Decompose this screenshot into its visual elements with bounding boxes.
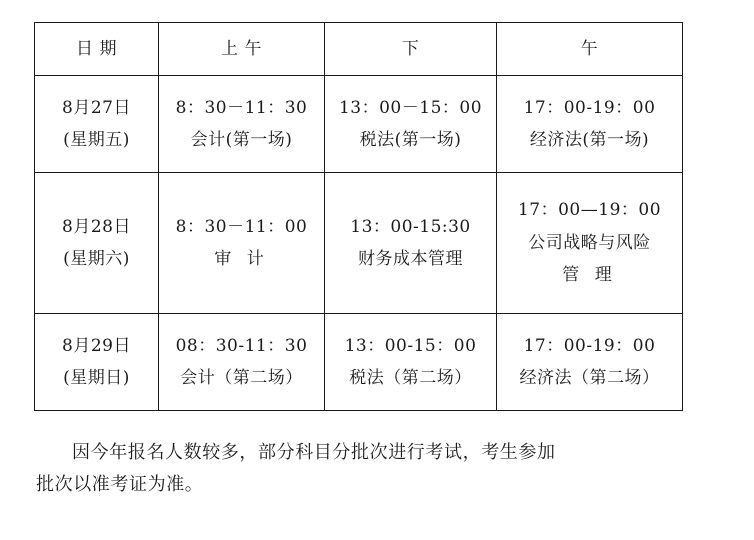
header-afternoon-1: 下 [325,23,497,76]
exam-schedule-table [34,22,683,411]
cell-morning [159,76,325,173]
cell-afternoon-1 [325,76,497,173]
morning-time: 8：30－11：00 [175,216,308,237]
afternoon2-time: 17：00—19：00 [517,200,662,221]
date-weekday: (星期六) [63,249,130,269]
afternoon2-time: 17：00-19：00 [523,335,656,356]
date-day: 8月28日 [62,216,131,237]
cell-afternoon-2 [497,314,683,411]
table-row [35,314,683,411]
cell-afternoon-2 [497,173,683,314]
afternoon1-time: 13：00－15：00 [338,97,483,118]
date-day: 8月29日 [62,335,131,356]
header-morning: 上 午 [159,23,325,76]
afternoon2-time: 17：00-19：00 [523,97,656,118]
morning-time: 8：30－11：30 [175,97,308,118]
morning-subject: 会计(第一场) [190,130,293,150]
afternoon1-subject: 税法(第一场) [359,130,462,150]
date-weekday: (星期日) [63,368,130,388]
cell-afternoon-1 [325,173,497,314]
afternoon2-subject: 公司战略与风险 [528,232,651,253]
header-afternoon-2: 午 [497,23,683,76]
cell-afternoon-2 [497,76,683,173]
note-line-2: 批次以准考证为准。 [36,473,204,495]
date-weekday: (星期五) [63,130,130,150]
afternoon1-time: 13：00-15:30 [350,216,471,237]
morning-time: 08：30-11：30 [175,335,308,356]
cell-afternoon-1 [325,314,497,411]
afternoon2-subject: 经济法(第一场) [529,130,650,150]
afternoon2-subject: 经济法（第二场） [519,368,660,388]
afternoon1-time: 13：00-15：00 [344,335,477,356]
cell-date [35,173,159,314]
header-date: 日 期 [35,23,159,76]
note-line-1: 因今年报名人数较多，部分科目分批次进行考试，考生参加 [72,442,556,463]
afternoon2-subject-cont: 管 理 [562,265,617,286]
morning-subject: 会计（第二场） [180,368,303,388]
cell-date [35,76,159,173]
table-row [35,173,683,314]
cell-date [35,314,159,411]
date-day: 8月27日 [62,97,131,118]
table-header-row [35,23,683,76]
note-block [32,437,716,500]
cell-morning [159,173,325,314]
table-row [35,76,683,173]
morning-subject: 审 计 [214,249,269,269]
afternoon1-subject: 税法（第二场） [349,368,472,388]
afternoon1-subject: 财务成本管理 [358,249,463,269]
cell-morning [159,314,325,411]
